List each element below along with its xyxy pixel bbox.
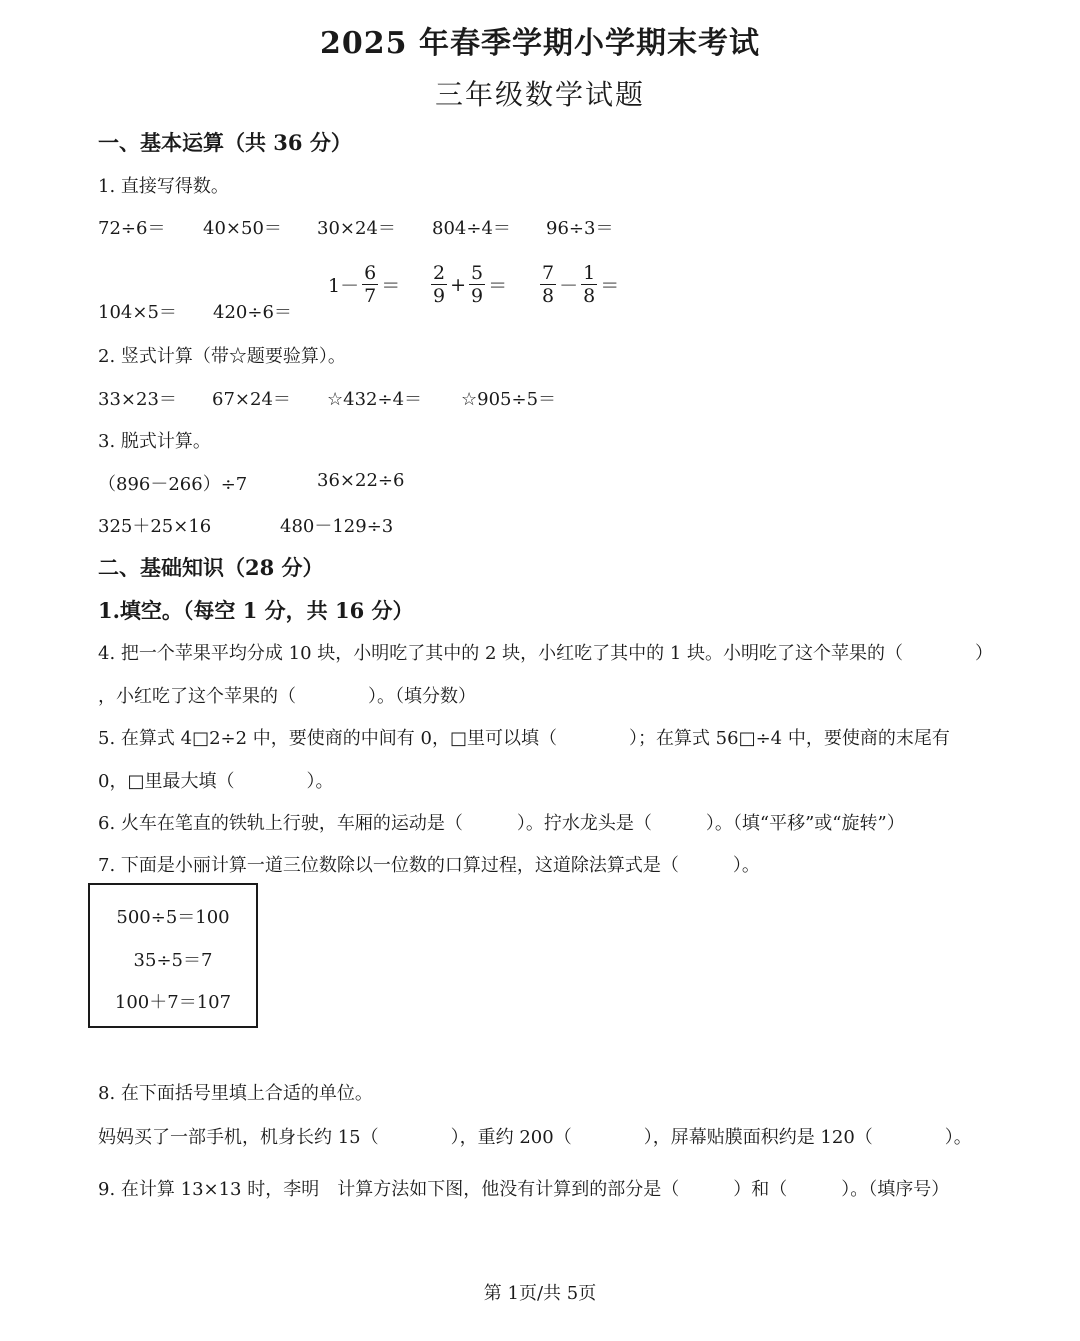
- q4-line1: 4. 把一个苹果平均分成 10 块，小明吃了其中的 2 块，小红吃了其中的 1 块。小明吃了这个苹果的（ ）: [98, 643, 994, 664]
- q1-label: 1. 直接写得数。: [98, 176, 229, 197]
- calculation-box: [88, 883, 258, 1028]
- fraction-denominator: 9: [471, 285, 484, 307]
- fraction-tail: ＝: [381, 275, 401, 297]
- q2-label: 2. 竖式计算（带☆题要验算）。: [98, 346, 346, 367]
- fraction-numerator: 2: [433, 262, 446, 284]
- fraction-expression: [537, 262, 619, 307]
- fraction: [540, 262, 556, 307]
- q6-text: 6. 火车在笔直的铁轨上行驶，车厢的运动是（ ）。拧水龙头是（ ）。（填“平移”或“旋转”）: [98, 813, 905, 834]
- q2-expr: ☆432÷4＝: [327, 389, 423, 410]
- fraction-denominator: 7: [364, 285, 377, 307]
- fraction-lead: 1－: [328, 275, 360, 297]
- section2-subheading: 1.填空。（每空 1 分，共 16 分）: [98, 598, 414, 623]
- fraction-numerator: 6: [364, 262, 377, 284]
- q1-expr: 420÷6＝: [213, 302, 292, 323]
- q9-text: 9. 在计算 13×13 时，李明 计算方法如下图，他没有计算到的部分是（ ）和（ ）。（填序号）: [98, 1179, 950, 1200]
- fraction-expression: [428, 262, 507, 307]
- fraction-operator: －: [559, 275, 579, 297]
- q5-line2: 0，□里最大填（ ）。: [98, 771, 334, 792]
- fraction-numerator: 1: [583, 262, 596, 284]
- exam-title: 2025 年春季学期小学期末考试: [320, 26, 760, 61]
- fraction: [431, 262, 447, 307]
- fraction-numerator: 5: [471, 262, 484, 284]
- section2-heading: 二、基础知识（28 分）: [98, 555, 324, 580]
- fraction-operator: +: [450, 273, 467, 296]
- q7-text: 7. 下面是小丽计算一道三位数除以一位数的口算过程，这道除法算式是（ ）。: [98, 855, 760, 876]
- fraction: [362, 262, 378, 307]
- q3-expr: 36×22÷6: [317, 470, 405, 491]
- fraction-expression: [328, 262, 400, 307]
- q2-expr: 67×24＝: [212, 389, 291, 410]
- q2-expr: ☆905÷5＝: [461, 389, 557, 410]
- exam-subtitle: 三年级数学试题: [434, 78, 645, 111]
- q5-line1: 5. 在算式 4□2÷2 中，要使商的中间有 0，□里可以填（ ）；在算式 56□÷4 中，要使商的末尾有: [98, 728, 950, 749]
- fraction-tail: ＝: [600, 275, 620, 297]
- q3-label: 3. 脱式计算。: [98, 431, 211, 452]
- q8-text: 妈妈买了一部手机，机身长约 15（ ），重约 200（ ），屏幕贴膜面积约是 120（ ）。: [98, 1127, 972, 1148]
- fraction: [581, 262, 597, 307]
- section1-heading: 一、基本运算（共 36 分）: [98, 130, 352, 155]
- fraction-denominator: 8: [583, 285, 596, 307]
- q1-expr: 40×50＝: [203, 218, 282, 239]
- page-number: 第 1页/共 5页: [483, 1283, 597, 1304]
- q1-expr: 96÷3＝: [546, 218, 614, 239]
- fraction-denominator: 8: [542, 285, 555, 307]
- q1-expr: 72÷6＝: [98, 218, 166, 239]
- q3-expr: （896－266）÷7: [98, 474, 248, 495]
- q3-expr: 325＋25×16: [98, 516, 212, 537]
- q1-expr: 804÷4＝: [432, 218, 511, 239]
- q1-expr: 30×24＝: [317, 218, 396, 239]
- calc-step: 35÷5＝7: [133, 950, 213, 971]
- q8-label: 8. 在下面括号里填上合适的单位。: [98, 1083, 373, 1104]
- calc-step: 500÷5＝100: [116, 907, 230, 928]
- q4-line2: ，小红吃了这个苹果的（ ）。（填分数）: [98, 686, 476, 707]
- fraction: [469, 262, 485, 307]
- calc-step: 100＋7＝107: [114, 992, 232, 1013]
- q1-expr: 104×5＝: [98, 302, 177, 323]
- fraction-numerator: 7: [542, 262, 555, 284]
- fraction-denominator: 9: [433, 285, 446, 307]
- q3-expr: 480－129÷3: [280, 516, 394, 537]
- fraction-tail: ＝: [488, 275, 508, 297]
- q2-expr: 33×23＝: [98, 389, 177, 410]
